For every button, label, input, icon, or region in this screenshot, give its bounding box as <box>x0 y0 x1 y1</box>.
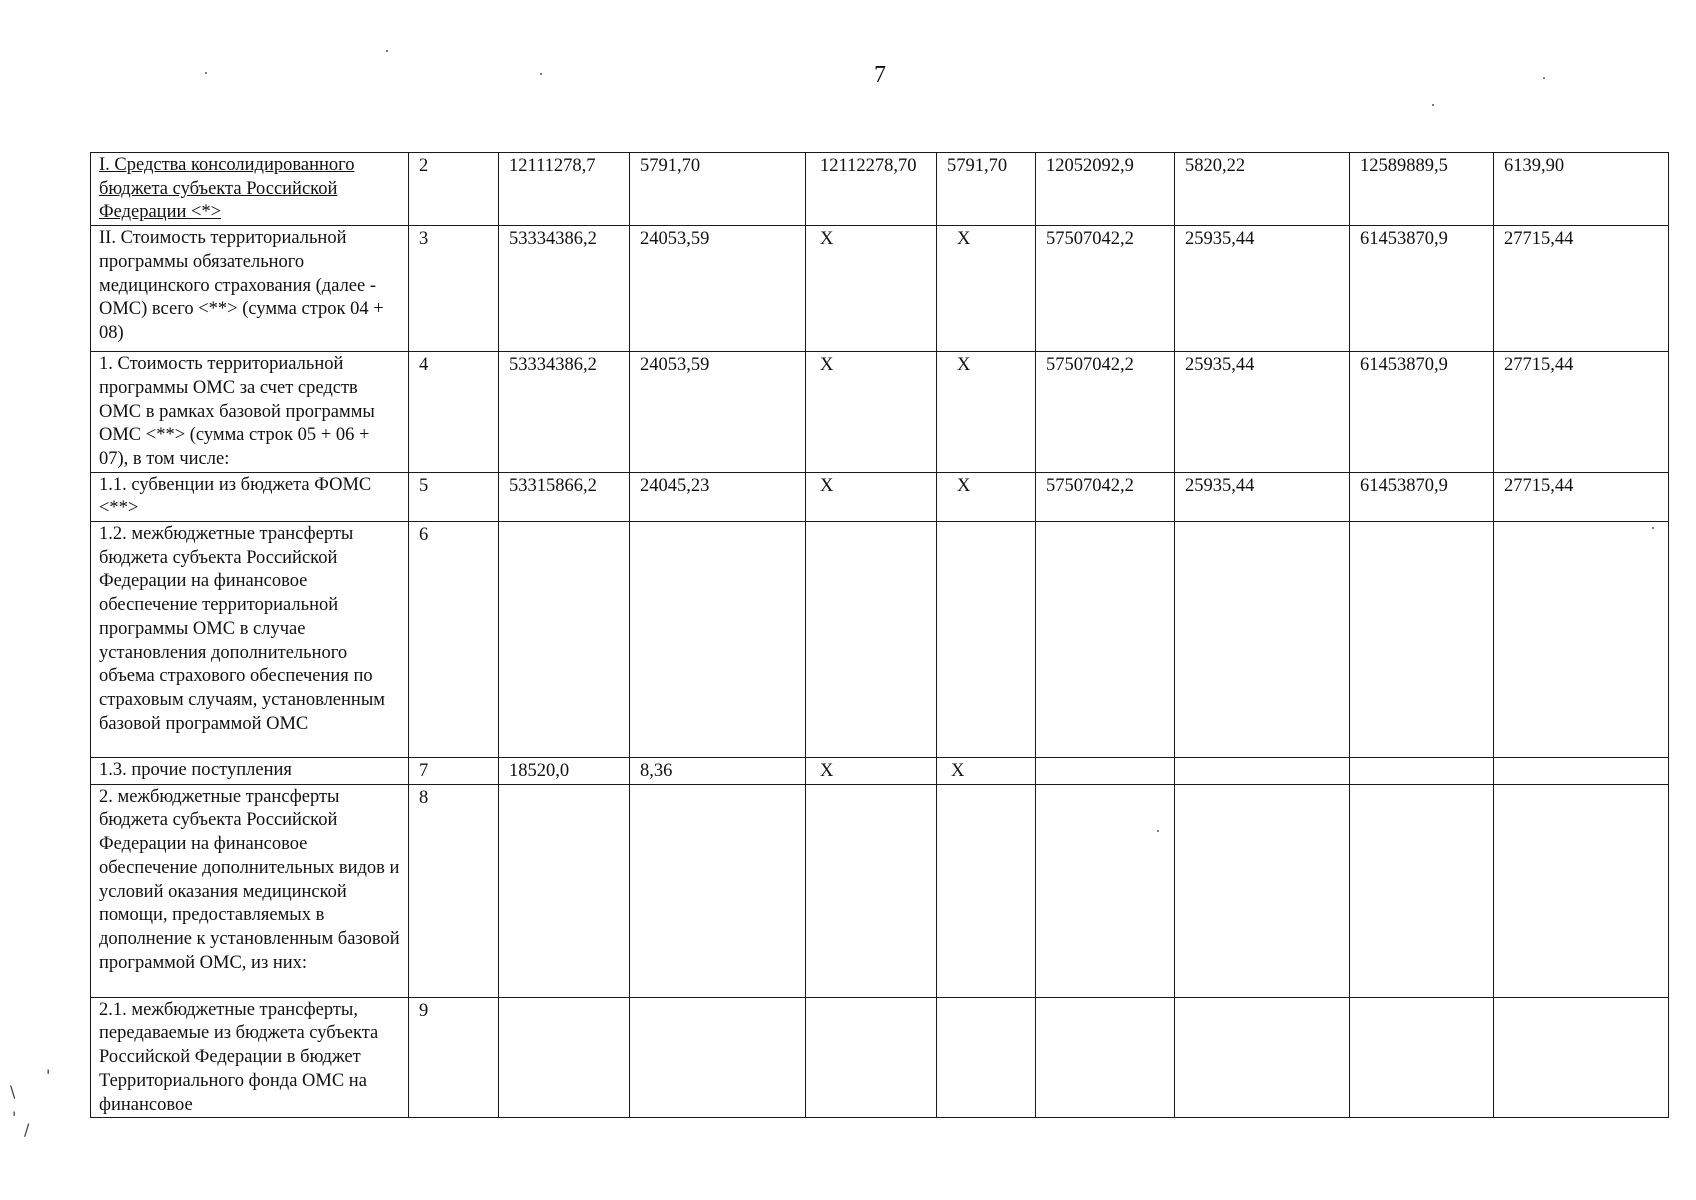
table-row <box>91 352 1669 473</box>
cell-value: 61453870,9 <box>1350 226 1494 352</box>
cell-value: 27715,44 <box>1494 352 1669 473</box>
scan-speck <box>1543 77 1545 79</box>
cell-value: 25935,44 <box>1175 472 1350 521</box>
cell-value: 5791,70 <box>630 153 806 226</box>
cell-value <box>1175 784 1350 997</box>
scan-edge-mark: \ <box>10 1082 16 1101</box>
cell-value: 57507042,2 <box>1036 352 1175 473</box>
scan-edge-mark: ' <box>12 1108 17 1127</box>
row-line-number: 4 <box>409 352 499 473</box>
row-label: II. Стоимость территориальной программы обязательного медицинского страхования (далее - ОМС) всего <**> (сумма строк 04 + 08) <box>91 226 409 352</box>
cell-value: X <box>937 352 1036 473</box>
cell-value <box>937 997 1036 1118</box>
table-row <box>91 153 1669 226</box>
cell-value <box>1494 522 1669 758</box>
cell-value: X <box>806 352 937 473</box>
cell-value: X <box>937 758 1036 785</box>
cell-value <box>630 997 806 1118</box>
cell-value: 53334386,2 <box>499 352 630 473</box>
scan-edge-mark: / <box>24 1120 30 1139</box>
cell-value: X <box>806 226 937 352</box>
cell-value <box>937 784 1036 997</box>
cell-value: 6139,90 <box>1494 153 1669 226</box>
cell-value <box>806 784 937 997</box>
cell-value <box>1350 997 1494 1118</box>
cell-value <box>1494 997 1669 1118</box>
cell-value: 57507042,2 <box>1036 472 1175 521</box>
cell-value <box>1036 758 1175 785</box>
cell-value <box>806 997 937 1118</box>
cell-value <box>1350 758 1494 785</box>
scan-speck <box>1652 527 1654 529</box>
cell-value <box>806 522 937 758</box>
row-label: 2. межбюджетные трансферты бюджета субъекта Российской Федерации на финансовое обеспечение дополнительных видов и условий оказания медицинской помощи, предоставляемых в дополнение к установленным базовой программой ОМС, из них: <box>91 784 409 997</box>
row-label: 2.1. межбюджетные трансферты, передаваемые из бюджета субъекта Российской Федерации в бюджет Территориального фонда ОМС на финансовое <box>91 997 409 1118</box>
cell-value: 12111278,7 <box>499 153 630 226</box>
cell-value: 61453870,9 <box>1350 352 1494 473</box>
cell-value: 61453870,9 <box>1350 472 1494 521</box>
cell-value <box>499 522 630 758</box>
cell-value <box>1350 784 1494 997</box>
row-label: 1.2. межбюджетные трансферты бюджета субъекта Российской Федерации на финансовое обеспечение территориальной программы ОМС в случае установления дополнительного объема страхового обеспечения по страховым случаям, установленным базовой программой ОМС <box>91 522 409 758</box>
table-row <box>91 758 1669 785</box>
scan-speck <box>1432 104 1434 106</box>
row-label: I. Средства консолидированного бюджета субъекта Российской Федерации <*> <box>91 153 409 226</box>
cell-value: 12112278,70 <box>806 153 937 226</box>
cell-value: 24045,23 <box>630 472 806 521</box>
cell-value: 24053,59 <box>630 352 806 473</box>
cell-value: 5820,22 <box>1175 153 1350 226</box>
cell-value: 27715,44 <box>1494 472 1669 521</box>
cell-value <box>630 522 806 758</box>
row-line-number: 7 <box>409 758 499 785</box>
cell-value: 25935,44 <box>1175 352 1350 473</box>
cell-value: 25935,44 <box>1175 226 1350 352</box>
row-line-number: 3 <box>409 226 499 352</box>
cell-value: 5791,70 <box>937 153 1036 226</box>
cell-value: 57507042,2 <box>1036 226 1175 352</box>
row-line-number: 8 <box>409 784 499 997</box>
budget-table <box>90 152 1669 1118</box>
row-label: 1.1. субвенции из бюджета ФОМС <**> <box>91 472 409 521</box>
cell-value: 12589889,5 <box>1350 153 1494 226</box>
cell-value <box>1494 784 1669 997</box>
cell-value <box>1036 522 1175 758</box>
cell-value: 8,36 <box>630 758 806 785</box>
table-row <box>91 784 1669 997</box>
cell-value: 27715,44 <box>1494 226 1669 352</box>
table-row <box>91 226 1669 352</box>
cell-value: 53315866,2 <box>499 472 630 521</box>
cell-value: 24053,59 <box>630 226 806 352</box>
row-line-number: 9 <box>409 997 499 1118</box>
cell-value <box>499 784 630 997</box>
cell-value: X <box>806 472 937 521</box>
row-label: 1.3. прочие поступления <box>91 758 409 785</box>
scan-speck <box>205 72 207 74</box>
cell-value <box>499 997 630 1118</box>
cell-value <box>937 522 1036 758</box>
row-line-number: 6 <box>409 522 499 758</box>
cell-value: X <box>806 758 937 785</box>
table-row <box>91 997 1669 1118</box>
cell-value <box>1036 997 1175 1118</box>
page-number: 7 <box>874 62 886 88</box>
table-row <box>91 472 1669 521</box>
cell-value <box>1036 784 1175 997</box>
cell-value <box>1494 758 1669 785</box>
cell-value <box>1175 758 1350 785</box>
cell-value: X <box>937 472 1036 521</box>
cell-value <box>1175 522 1350 758</box>
table-row <box>91 522 1669 758</box>
cell-value: 18520,0 <box>499 758 630 785</box>
cell-value: X <box>937 226 1036 352</box>
cell-value: 53334386,2 <box>499 226 630 352</box>
scan-edge-mark: ' <box>46 1066 51 1085</box>
cell-value <box>1350 522 1494 758</box>
scan-speck <box>386 50 388 52</box>
scan-speck <box>540 73 542 75</box>
row-line-number: 2 <box>409 153 499 226</box>
row-label: 1. Стоимость территориальной программы ОМС за счет средств ОМС в рамках базовой программы ОМС <**> (сумма строк 05 + 06 + 07), в том числе: <box>91 352 409 473</box>
cell-value: 12052092,9 <box>1036 153 1175 226</box>
cell-value <box>1175 997 1350 1118</box>
row-line-number: 5 <box>409 472 499 521</box>
cell-value <box>630 784 806 997</box>
scan-speck <box>1157 830 1159 832</box>
